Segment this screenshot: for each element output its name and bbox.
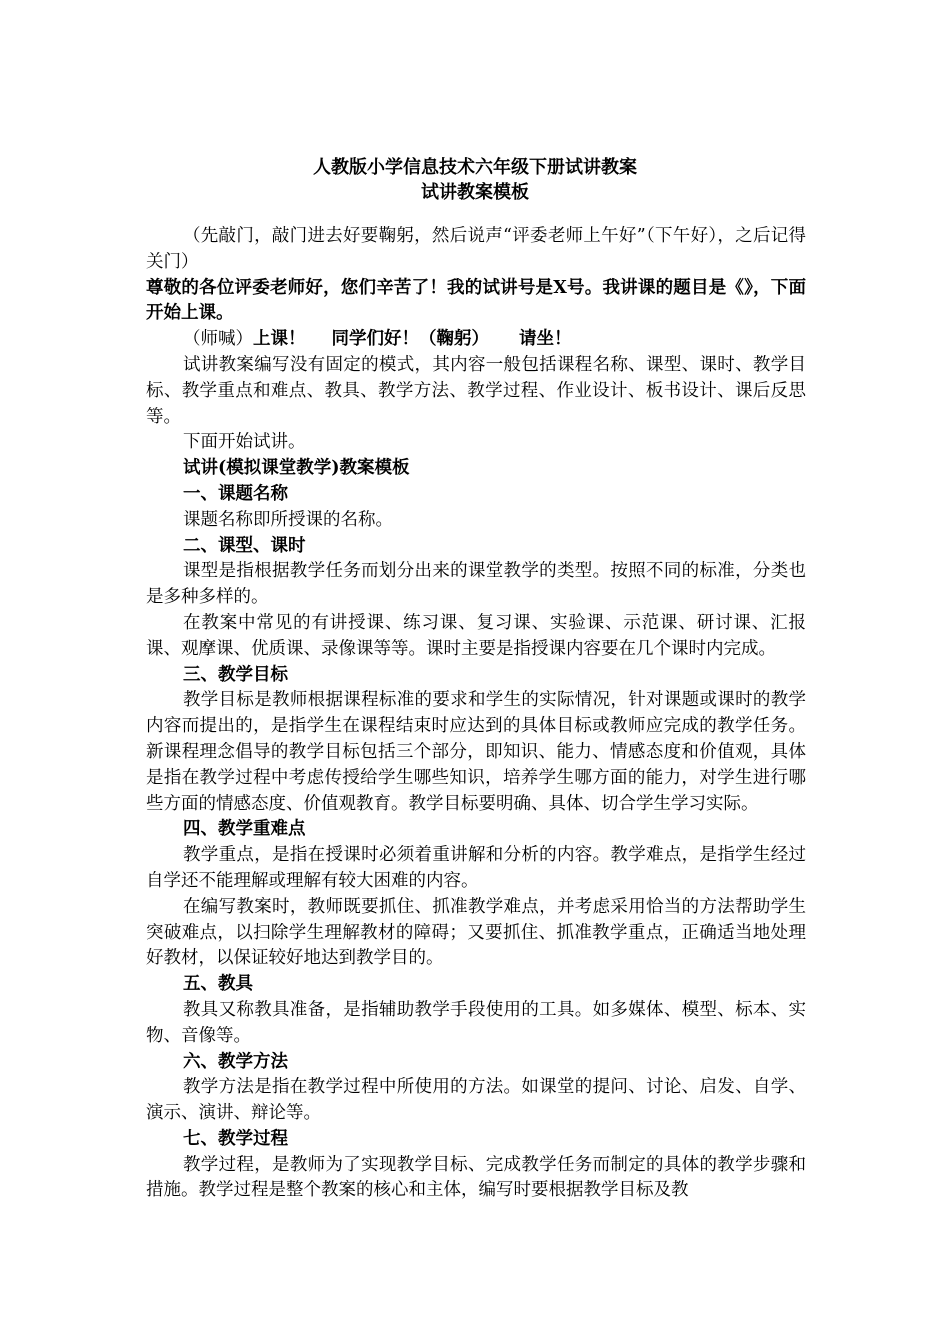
section-heading: 五、教具	[183, 974, 253, 995]
section-paragraph: 教学目标是教师根据课程标准的要求和学生的实际情况，针对课题或课时的教学内容而提出的，是指学生在课程结束时应达到的具体目标或教师应完成的教学任务。新课程理念倡导的教学目标包括三个部分，即知识、能力、情感态度和价值观，具体是指在教学过程中考虑传授给学生哪些知识，培养学生哪方面的能力，对学生进行哪些方面的情感态度、价值观教育。教学目标要明确、具体、切合学生学习实际。	[146, 690, 806, 814]
intro-paragraph: （先敲门，敲门进去好要鞠躬，然后说声“评委老师上午好”（下午好），之后记得关门）	[146, 226, 806, 272]
section-heading: 四、教学重难点	[183, 819, 306, 840]
document-title: 人教版小学信息技术六年级下册试讲教案	[313, 157, 637, 178]
section-paragraph: 课型是指根据教学任务而划分出来的课堂教学的类型。按照不同的标准，分类也是多种多样的。	[146, 561, 806, 608]
start-paragraph: 下面开始试讲。	[183, 432, 306, 453]
class-start-prefix: （师喊）	[183, 329, 253, 350]
section-paragraph: 教具又称教具准备，是指辅助教学手段使用的工具。如多媒体、模型、标本、实物、音像等。	[146, 999, 806, 1046]
class-start-part2: 同学们好！（鞠躬）	[331, 329, 489, 350]
section-paragraph: 教学过程，是教师为了实现教学目标、完成教学任务而制定的具体的教学步骤和措施。教学过程是整个教案的核心和主体，编写时要根据教学目标及教	[146, 1154, 806, 1201]
document-subtitle: 试讲教案模板	[421, 182, 529, 203]
greeting-paragraph: 尊敬的各位评委老师好，您们辛苦了！我的试讲号是X号。我讲课的题目是《》，下面开始上课。	[146, 277, 806, 324]
section-paragraph: 教学重点，是指在授课时必须着重讲解和分析的内容。教学难点，是指学生经过自学还不能理解或理解有较大困难的内容。	[146, 845, 806, 891]
class-start-part3: 请坐！	[519, 329, 572, 350]
section-heading: 七、教学过程	[183, 1128, 288, 1149]
section-paragraph: 教学方法是指在教学过程中所使用的方法。如课堂的提问、讨论、启发、自学、演示、演讲、辩论等。	[146, 1077, 806, 1124]
document-body	[146, 224, 806, 1204]
section-heading: 三、教学目标	[183, 664, 288, 685]
template-paragraph: 试讲教案编写没有固定的模式，其内容一般包括课程名称、课型、课时、教学目标、教学重点和难点、教具、教学方法、教学过程、作业设计、板书设计、课后反思等。	[146, 354, 806, 427]
section-paragraph: 在编写教案时，教师既要抓住、抓准教学难点，并考虑采用恰当的方法帮助学生突破难点，以扫除学生理解教材的障碍；又要抓住、抓准教学重点，正确适当地处理好教材，以保证较好地达到教学目的。	[146, 896, 806, 969]
template-heading: 试讲(模拟课堂教学)教案模板	[183, 458, 410, 479]
section-paragraph: 课题名称即所授课的名称。	[183, 509, 393, 530]
class-start-line	[146, 327, 806, 353]
class-start-part1: 上课！	[253, 329, 306, 350]
section-paragraph: 在教案中常见的有讲授课、练习课、复习课、实验课、示范课、研讨课、汇报课、观摩课、优质课、录像课等等。课时主要是指授课内容要在几个课时内完成。	[146, 612, 806, 659]
section-heading: 二、课型、课时	[183, 535, 306, 556]
section-heading: 六、教学方法	[183, 1051, 288, 1072]
section-heading: 一、课题名称	[183, 483, 288, 504]
